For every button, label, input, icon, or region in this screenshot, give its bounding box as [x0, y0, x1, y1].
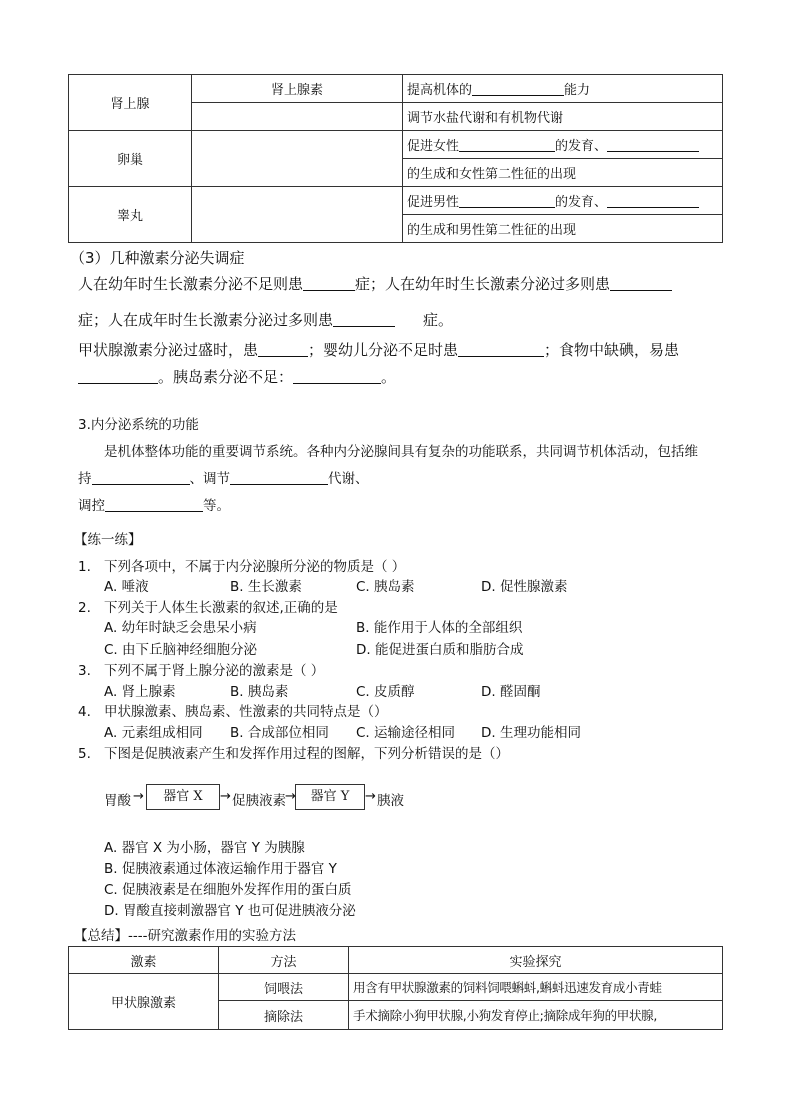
option[interactable]: C. 促胰液素是在细胞外发挥作用的蛋白质 — [104, 882, 352, 898]
question — [78, 742, 509, 762]
fill-blank[interactable] — [293, 369, 381, 384]
text: ；婴幼儿分泌不足时患 — [308, 341, 459, 359]
option[interactable]: C. 胰岛素 — [356, 579, 415, 595]
hormone-cell — [192, 103, 403, 131]
question-text: 甲状腺激素、胰岛素、性激素的共同特点是（） — [104, 704, 388, 720]
organ-cell: 卵巢 — [69, 131, 192, 187]
column-header: 方法 — [219, 947, 349, 974]
fill-blank[interactable] — [459, 137, 555, 152]
fill-blank[interactable] — [610, 276, 672, 291]
arrow: → — [133, 789, 144, 804]
option[interactable]: D. 胃酸直接刺激器官 Y 也可促进胰液分泌 — [104, 903, 356, 919]
option[interactable]: A. 器官 X 为小肠，器官 Y 为胰腺 — [104, 840, 305, 856]
arrow: → — [220, 789, 231, 804]
question — [78, 659, 324, 679]
hormone-cell: 肾上腺素 — [192, 75, 403, 103]
function-cell — [403, 187, 723, 215]
option[interactable]: D. 醛固酮 — [481, 684, 541, 700]
question-number: 4. — [78, 704, 91, 720]
text: 症；人在幼年时生长激素分泌过多则患 — [355, 275, 611, 293]
section-heading: 3.内分泌系统的功能 — [78, 417, 199, 433]
paragraph-line — [78, 309, 453, 330]
fill-blank[interactable] — [472, 81, 564, 96]
fill-blank[interactable] — [92, 470, 190, 485]
option[interactable]: C. 运输途径相同 — [356, 725, 456, 741]
option[interactable]: D. 生理功能相同 — [481, 725, 581, 741]
question — [78, 596, 338, 616]
fill-blank[interactable] — [459, 193, 555, 208]
method-cell: 摘除法 — [219, 1001, 349, 1030]
hormone-table — [68, 74, 723, 243]
option[interactable]: A. 元素组成相同 — [104, 725, 203, 741]
question-text: 下列不属于肾上腺分泌的激素是（ ） — [104, 663, 325, 679]
text: 甲状腺激素分泌过盛时，患 — [78, 341, 259, 359]
column-header: 激素 — [69, 947, 219, 974]
option[interactable]: D. 促性腺激素 — [481, 579, 568, 595]
question-text: 下列各项中，不属于内分泌腺所分泌的物质是（ ） — [104, 559, 406, 575]
fill-blank[interactable] — [230, 470, 328, 485]
paragraph-line — [78, 366, 396, 387]
desc-cell: 手术摘除小狗甲状腺,小狗发育停止;摘除成年狗的甲状腺, — [349, 1001, 723, 1030]
organ-x-box: 器官 X — [146, 784, 220, 810]
flow-end: 胰液 — [377, 793, 404, 809]
question-text: 下图是促胰液素产生和发挥作用过程的图解，下列分析错误的是（） — [104, 746, 509, 762]
function-text: 促进男性 — [407, 195, 460, 210]
function-cell — [403, 131, 723, 159]
text: 症；人在成年时生长激素分泌过多则患 — [78, 311, 334, 329]
question-number: 1. — [78, 559, 91, 575]
fill-blank[interactable] — [333, 312, 395, 327]
function-text: 提高机体的 — [407, 83, 473, 98]
arrow: → — [365, 789, 376, 804]
flow-mid: 促胰液素 — [232, 793, 286, 809]
summary-heading: 【总结】----研究激素作用的实验方法 — [74, 928, 296, 944]
hormone-cell — [192, 131, 403, 187]
text: 、调节 — [189, 471, 230, 487]
fill-blank[interactable] — [458, 342, 544, 357]
organ-cell: 肾上腺 — [69, 75, 192, 131]
section-heading: （3）几种激素分泌失调症 — [70, 249, 245, 267]
method-cell: 饲喂法 — [219, 974, 349, 1001]
text: 。胰岛素分泌不足： — [158, 368, 294, 386]
option[interactable]: A. 肾上腺素 — [104, 684, 176, 700]
fill-blank[interactable] — [607, 137, 699, 152]
hormone-cell: 甲状腺激素 — [69, 974, 219, 1030]
question-text: 下列关于人体生长激素的叙述,正确的是 — [104, 600, 338, 616]
organ-y-box: 器官 Y — [295, 784, 365, 810]
flow-start: 胃酸 — [104, 793, 131, 809]
fill-blank[interactable] — [303, 276, 355, 291]
paragraph-line: 是机体整体功能的重要调节系统。各种内分泌腺间具有复杂的功能联系，共同调节机体活动，包括维 — [104, 444, 698, 460]
option[interactable]: B. 能作用于人体的全部组织 — [356, 620, 523, 636]
option[interactable]: B. 促胰液素通过体液运输作用于器官 Y — [104, 861, 337, 877]
question — [78, 700, 388, 720]
function-text: 能力 — [564, 83, 591, 98]
option[interactable]: B. 胰岛素 — [230, 684, 289, 700]
desc-cell: 用含有甲状腺激素的饲料饲喂蝌蚪,蝌蚪迅速发育成小青蛙 — [349, 974, 723, 1001]
paragraph-line — [78, 273, 672, 294]
text: 人在幼年时生长激素分泌不足则患 — [78, 275, 304, 293]
text: 等。 — [203, 498, 230, 514]
paragraph-line — [78, 494, 230, 514]
paragraph-line — [78, 467, 369, 487]
text: ；食物中缺碘，易患 — [544, 341, 680, 359]
hormone-cell — [192, 187, 403, 243]
fill-blank[interactable] — [607, 193, 699, 208]
function-text: 促进女性 — [407, 139, 460, 154]
text: 持 — [78, 471, 92, 487]
text: 调控 — [78, 498, 105, 514]
question — [78, 555, 405, 575]
function-text: 的发育、 — [555, 139, 608, 154]
text: 。 — [381, 368, 397, 386]
arrow: → — [285, 789, 296, 804]
fill-blank[interactable] — [78, 369, 158, 384]
option[interactable]: A. 唾液 — [104, 579, 149, 595]
function-text: 的发育、 — [555, 195, 608, 210]
function-cell: 的生成和女性第二性征的出现 — [403, 159, 723, 187]
text: 代谢、 — [328, 471, 369, 487]
question-number: 5. — [78, 746, 91, 762]
option[interactable]: D. 能促进蛋白质和脂肪合成 — [356, 642, 524, 658]
function-cell: 调节水盐代谢和有机物代谢 — [403, 103, 723, 131]
option[interactable]: A. 幼年时缺乏会患呆小病 — [104, 620, 257, 636]
option[interactable]: C. 由下丘脑神经细胞分泌 — [104, 642, 258, 658]
organ-cell: 睾丸 — [69, 187, 192, 243]
option[interactable]: B. 合成部位相同 — [230, 725, 329, 741]
column-header: 实验探究 — [349, 947, 723, 974]
fill-blank[interactable] — [105, 497, 203, 512]
paragraph-line — [78, 339, 679, 360]
question-number: 2. — [78, 600, 91, 616]
summary-table — [68, 946, 723, 1030]
question-number: 3. — [78, 663, 91, 679]
fill-blank[interactable] — [258, 342, 308, 357]
text: 症。 — [423, 311, 454, 329]
function-cell: 的生成和男性第二性征的出现 — [403, 215, 723, 243]
option[interactable]: B. 生长激素 — [230, 579, 302, 595]
function-cell — [403, 75, 723, 103]
option[interactable]: C. 皮质醇 — [356, 684, 415, 700]
practice-heading: 【练一练】 — [74, 532, 142, 548]
